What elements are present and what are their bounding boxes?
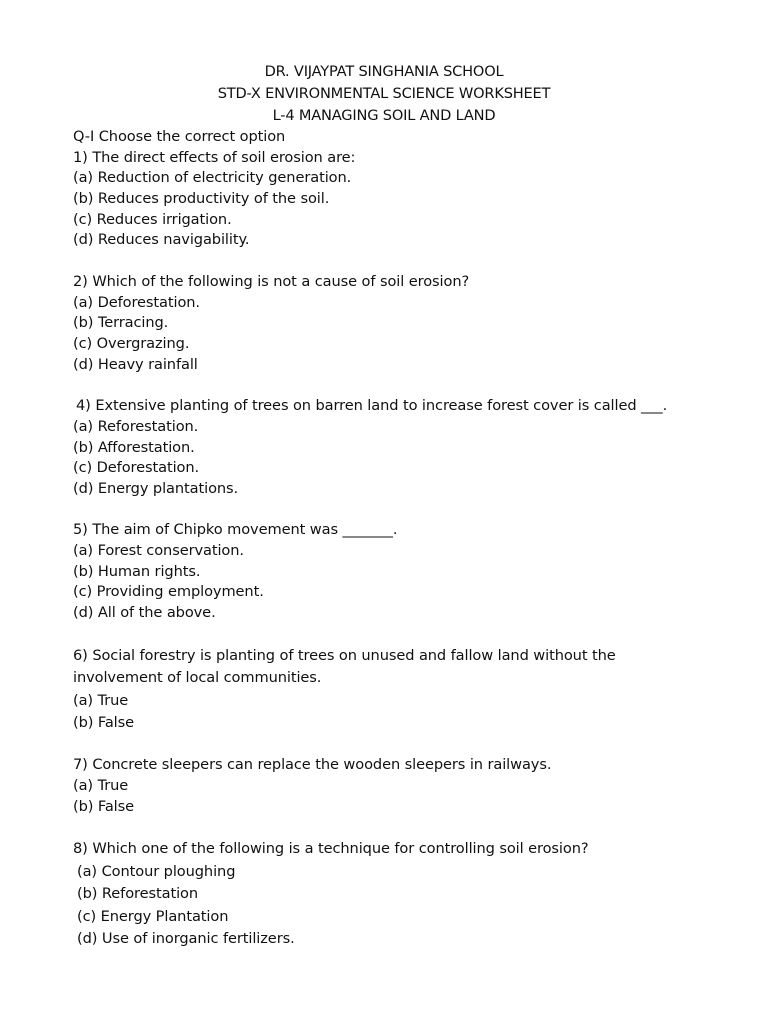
option-a: (a) Forest conservation.: [73, 542, 244, 560]
option-c: (c) Deforestation.: [73, 459, 200, 477]
worksheet-header: [0, 61, 768, 127]
question-block: [73, 645, 713, 735]
option-b: (b) Afforestation.: [73, 438, 195, 456]
option-b: (b) Terracing.: [73, 314, 169, 332]
question-text: 1) The direct effects of soil erosion are:: [73, 148, 356, 166]
option-c: (c) Reduces irrigation.: [73, 210, 232, 228]
spacer: [73, 624, 713, 645]
section-title: Q-I Choose the correct option: [73, 128, 286, 145]
option-c: (c) Overgrazing.: [73, 334, 190, 352]
option-b: (b) Reduces productivity of the soil.: [73, 190, 330, 208]
option-d: (d) Heavy rainfall: [73, 355, 198, 373]
spacer: [73, 251, 713, 272]
question-block: [73, 396, 713, 499]
option-a: (a) Reforestation.: [73, 417, 199, 435]
option-c: (c) Providing employment.: [73, 583, 264, 601]
spacer: [73, 375, 713, 396]
option-d: (d) Use of inorganic fertilizers.: [77, 930, 295, 948]
spacer: [73, 735, 713, 756]
option-c: (c) Energy Plantation: [77, 907, 229, 925]
option-a: (a) Contour ploughing: [77, 862, 236, 880]
option-b: (b) False: [73, 797, 135, 815]
question-text: 2) Which of the following is not a cause of soil erosion?: [73, 272, 470, 290]
question-text: 4) Extensive planting of trees on barren land to increase forest cover is called ___.: [76, 397, 668, 415]
spacer: [73, 817, 713, 838]
question-block: [73, 520, 713, 623]
school-name: DR. VIJAYPAT SINGHANIA SCHOOL: [264, 63, 504, 80]
option-b: (b) Human rights.: [73, 562, 201, 580]
question-block: [73, 838, 713, 951]
question-block: [73, 148, 713, 251]
option-a: (a) Reduction of electricity generation.: [73, 169, 352, 187]
question-text: 5) The aim of Chipko movement was _______.: [73, 521, 398, 539]
question-text: 8) Which one of the following is a technique for controlling soil erosion?: [73, 840, 589, 858]
option-a: (a) True: [73, 691, 129, 709]
option-b: (b) Reforestation: [77, 885, 198, 903]
question-text: 6) Social forestry is planting of trees on unused and fallow land without the involvement of local communities.: [73, 646, 616, 687]
spacer: [73, 500, 713, 521]
question-block: [73, 755, 713, 817]
question-block: [73, 272, 713, 375]
option-d: (d) All of the above.: [73, 604, 216, 622]
option-d: (d) Energy plantations.: [73, 479, 239, 497]
worksheet-title: STD-X ENVIRONMENTAL SCIENCE WORKSHEET: [217, 85, 551, 102]
option-a: (a) True: [73, 777, 129, 795]
question-text: 7) Concrete sleepers can replace the wooden sleepers in railways.: [73, 756, 552, 774]
option-d: (d) Reduces navigability.: [73, 231, 250, 249]
worksheet-body: [73, 127, 713, 951]
lesson-title: L-4 MANAGING SOIL AND LAND: [272, 107, 496, 124]
option-a: (a) Deforestation.: [73, 293, 200, 311]
option-b: (b) False: [73, 714, 135, 732]
